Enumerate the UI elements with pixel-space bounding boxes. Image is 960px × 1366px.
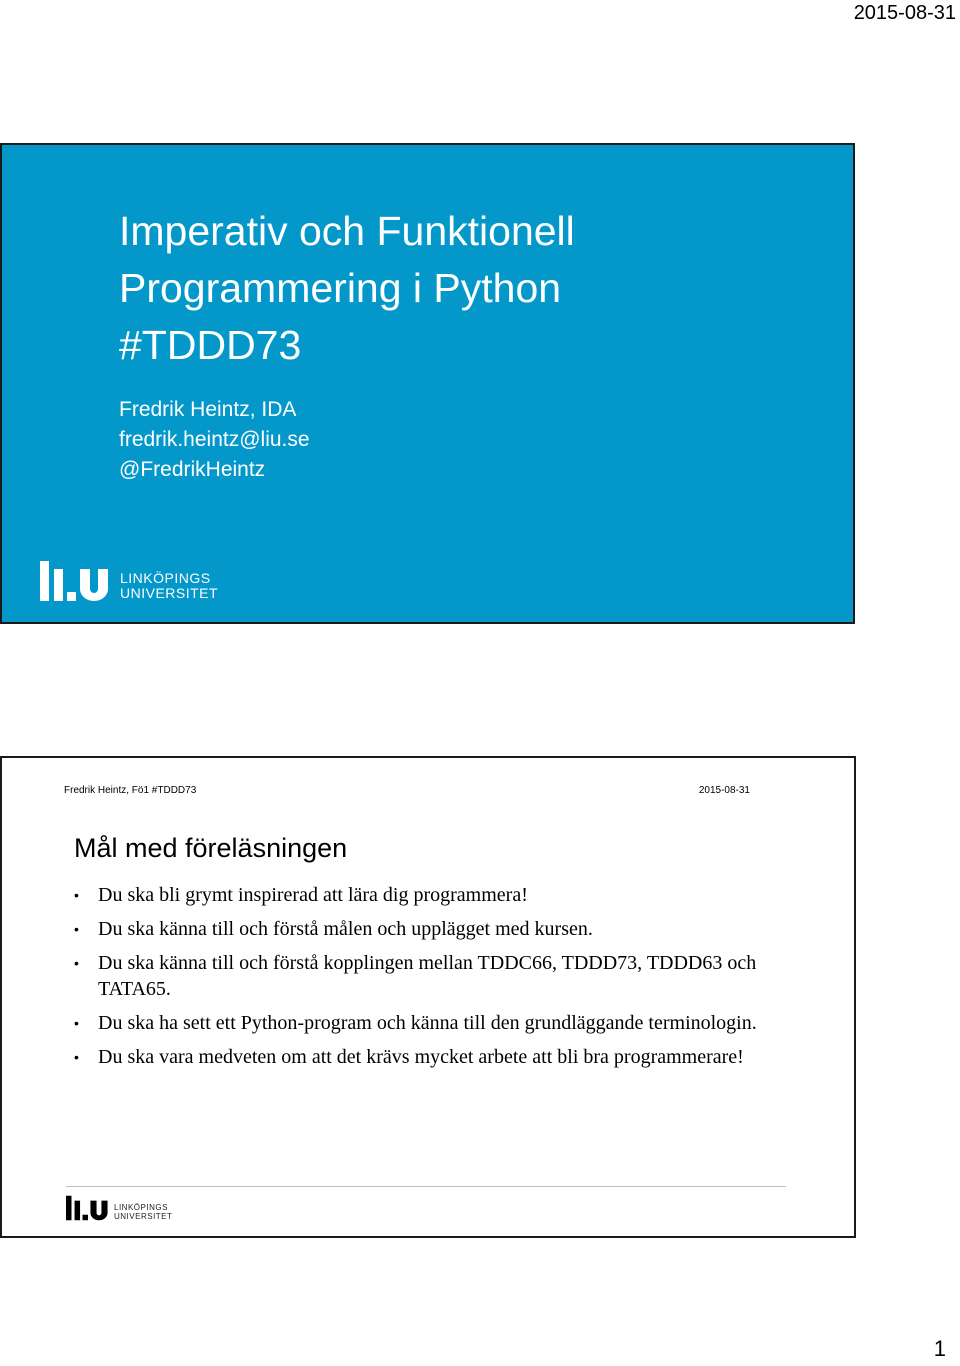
liu-logo [66, 1195, 172, 1221]
bullet-icon: • [74, 921, 79, 937]
list-item: • Du ska känna till och förstå målen och upplägget med kursen. [74, 918, 593, 940]
liu-logo-icon [40, 561, 112, 601]
footer-divider [66, 1186, 786, 1187]
page-number: 1 [933, 1336, 946, 1361]
bullet-icon: • [74, 1049, 79, 1065]
slide-title [119, 203, 575, 374]
author-email: fredrik.heintz@liu.se [119, 428, 310, 451]
list-item: • Du ska bli grymt inspirerad att lära dig programmera! [74, 884, 528, 906]
author-info [119, 395, 310, 485]
author-name: Fredrik Heintz, IDA [119, 398, 297, 421]
title-slide [0, 143, 855, 624]
slide-date: 2015-08-31 [698, 785, 750, 796]
list-item: • Du ska vara medveten om att det krävs mycket arbete att bli bra programmerare! [74, 1046, 744, 1068]
goals-list [74, 882, 774, 1078]
list-item: • Du ska ha sett ett Python-program och känna till den grundläggande terminologin. [74, 1012, 757, 1034]
slide-title-line: Programmering i Python [119, 265, 562, 311]
goals-slide [0, 756, 856, 1238]
liu-logo-icon [66, 1195, 110, 1221]
author-handle: @FredrikHeintz [119, 458, 266, 481]
liu-logo-text: LINKÖPINGS UNIVERSITET [114, 1203, 173, 1221]
bullet-icon: • [74, 1015, 79, 1031]
slide-footer-author: Fredrik Heintz, Fö1 #TDDD73 [64, 785, 197, 796]
list-item: • Du ska känna till och förstå kopplingen mellan TDDC66, TDDD73, TDDD63 och TATA65. [74, 952, 757, 1000]
bullet-icon: • [74, 955, 79, 971]
page-date: 2015-08-31 [853, 2, 956, 24]
liu-logo [40, 561, 218, 601]
bullet-icon: • [74, 887, 79, 903]
slide-heading: Mål med föreläsningen [74, 833, 348, 863]
liu-logo-text: LINKÖPINGS UNIVERSITET [120, 570, 219, 601]
slide-title-line: #TDDD73 [119, 322, 302, 368]
slide-title-line: Imperativ och Funktionell [119, 208, 575, 254]
